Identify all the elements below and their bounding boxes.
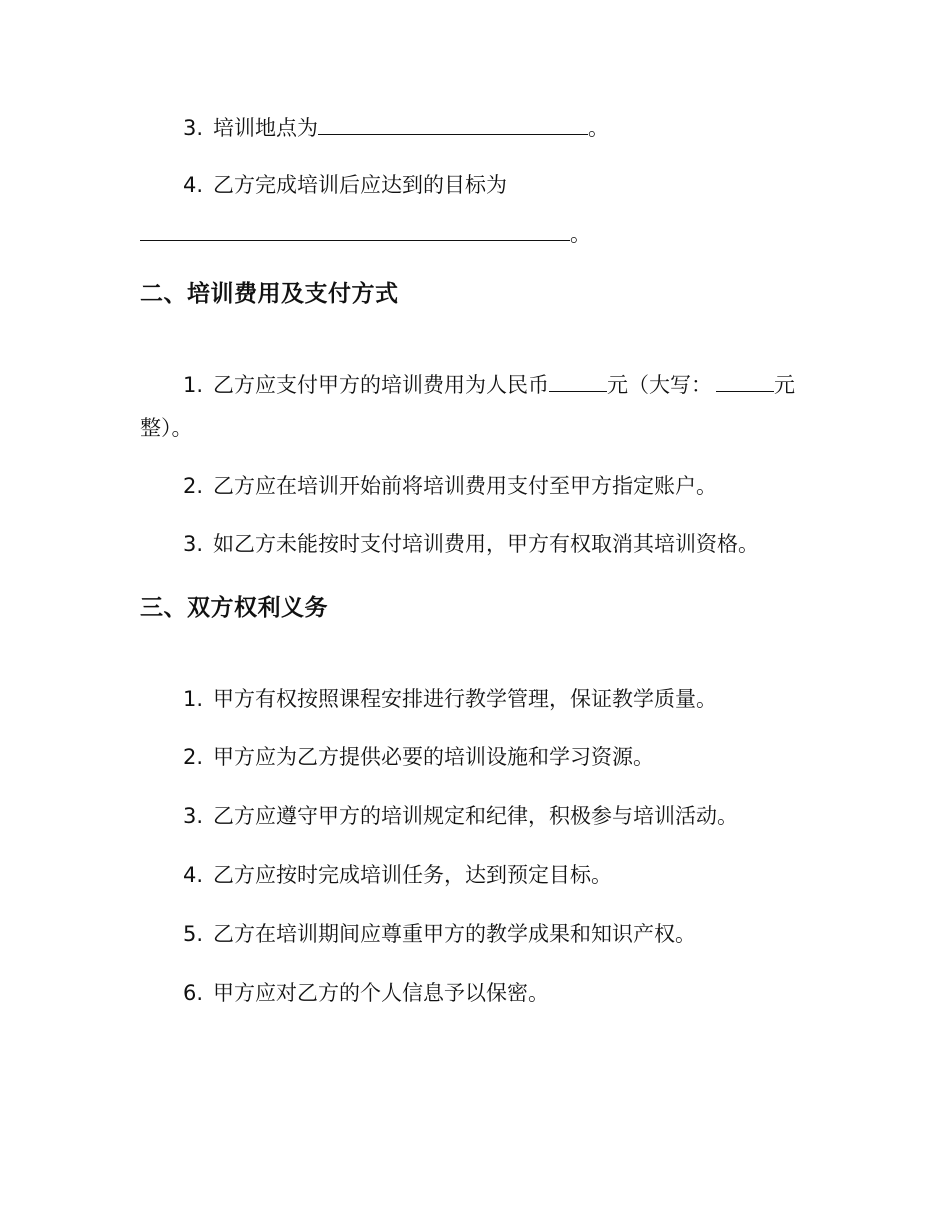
fill-in-blank-amount <box>549 369 607 392</box>
clause-text: 元 <box>774 373 796 397</box>
clause-number: 5. <box>183 922 204 946</box>
list-item <box>183 978 549 1008</box>
clause-text: 甲方应对乙方的个人信息予以保密。 <box>213 981 550 1005</box>
clause-number: 4. <box>183 863 204 887</box>
clause-fee-amount <box>183 369 795 400</box>
list-item <box>183 684 717 714</box>
clause-number: 2. <box>183 745 204 769</box>
clause-number: 1. <box>183 373 204 397</box>
clause-text: 乙方应按时完成培训任务，达到预定目标。 <box>213 863 613 887</box>
clause-fee-amount-continuation <box>140 413 193 443</box>
clause-text: 如乙方未能按时支付培训费用，甲方有权取消其培训资格。 <box>213 532 760 556</box>
clause-text: 乙方应遵守甲方的培训规定和纪律，积极参与培训活动。 <box>213 804 739 828</box>
clause-fee-payment <box>183 471 717 501</box>
list-item <box>183 860 612 890</box>
clause-text: 乙方在培训期间应尊重甲方的教学成果和知识产权。 <box>213 922 697 946</box>
fill-in-blank <box>318 112 588 135</box>
clause-goal <box>183 170 507 200</box>
section-heading-rights: 三、双方权利义务 <box>140 595 328 621</box>
clause-number: 3. <box>183 116 204 140</box>
fill-in-blank-amount-words <box>716 369 774 392</box>
clause-text: 乙方应在培训开始前将培训费用支付至甲方指定账户。 <box>213 474 718 498</box>
clause-text: 甲方有权按照课程安排进行教学管理，保证教学质量。 <box>213 687 718 711</box>
clause-text: 乙方完成培训后应达到的目标为 <box>213 173 508 197</box>
clause-text: 整）。 <box>140 416 193 440</box>
clause-text: 乙方应支付甲方的培训费用为人民币 <box>213 373 550 397</box>
list-item <box>183 801 738 831</box>
clause-end-punctuation: 。 <box>570 222 591 246</box>
clause-number: 3. <box>183 804 204 828</box>
clause-number: 1. <box>183 687 204 711</box>
list-item <box>183 742 654 772</box>
clause-text: 培训地点为 <box>213 116 319 140</box>
clause-text: 元（大写： <box>607 373 713 397</box>
clause-goal-continuation <box>140 218 591 249</box>
clause-number: 2. <box>183 474 204 498</box>
clause-number: 3. <box>183 532 204 556</box>
clause-number: 6. <box>183 981 204 1005</box>
fill-in-blank <box>140 218 570 241</box>
list-item <box>183 919 696 949</box>
clause-text: 甲方应为乙方提供必要的培训设施和学习资源。 <box>213 745 655 769</box>
clause-end-punctuation: 。 <box>588 116 610 140</box>
clause-fee-default <box>183 529 759 559</box>
section-heading-fees: 二、培训费用及支付方式 <box>140 281 399 307</box>
clause-number: 4. <box>183 173 204 197</box>
clause-location <box>183 112 609 143</box>
